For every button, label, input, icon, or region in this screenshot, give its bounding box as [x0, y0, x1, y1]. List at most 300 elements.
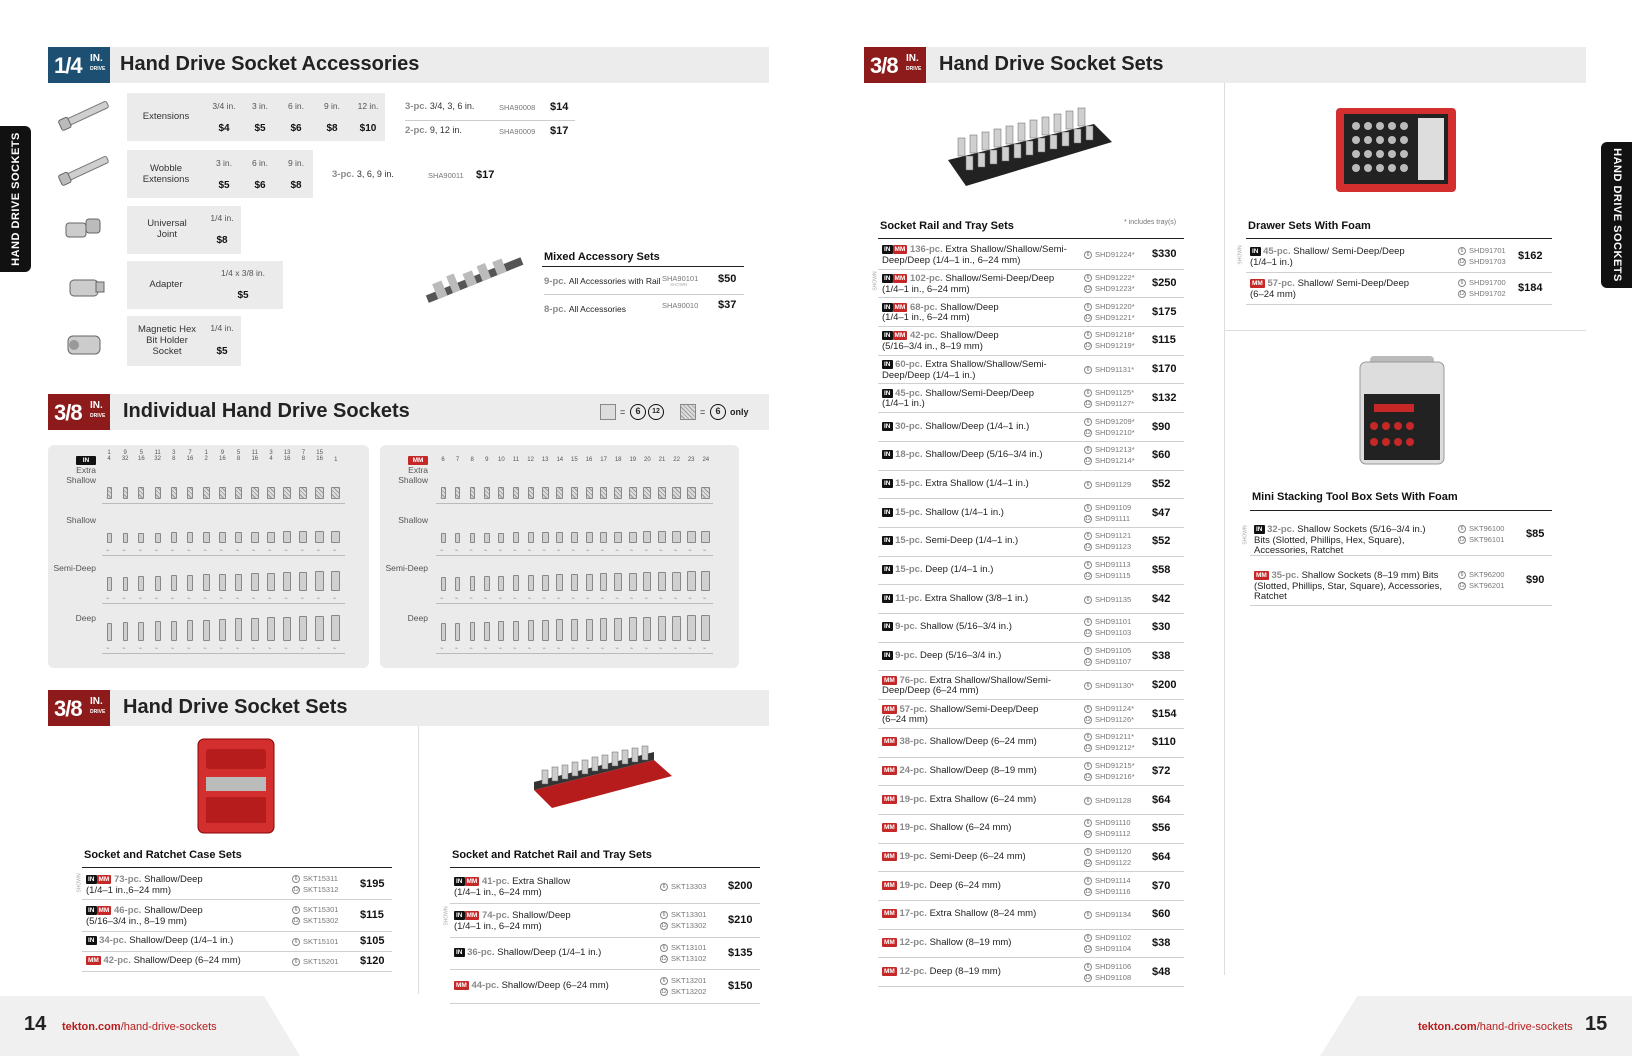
socket-icon: [614, 532, 622, 543]
in-tag: IN: [884, 566, 891, 574]
socket-icon: [123, 622, 128, 641]
size-cell: 6 in.: [251, 158, 269, 168]
socket-code: ⌁: [300, 646, 305, 652]
sku-text: SHD91222*: [1095, 273, 1135, 283]
socket-icon: [672, 616, 681, 641]
sku-text: SKT15302: [303, 916, 339, 925]
set-row: [878, 327, 1184, 356]
desc-line: Shallow/Semi-Deep/Deep: [929, 703, 1039, 715]
column-divider: [418, 726, 419, 994]
price: $90: [1526, 574, 1545, 586]
desc: [544, 276, 660, 287]
accessories-header: [48, 47, 769, 83]
socket-code: ⌁: [702, 596, 707, 602]
price: $52: [1152, 477, 1171, 490]
hex-6pt-icon: 6: [1084, 647, 1092, 655]
sku-text: SHD91112: [1095, 829, 1131, 839]
pcs: 34-pc.: [99, 935, 127, 947]
pcs: 41-pc.: [481, 876, 510, 888]
socket-code: ⌁: [483, 548, 488, 554]
socket-icon: [614, 618, 622, 641]
in-tag: IN: [88, 876, 95, 883]
adapter-image: [60, 268, 118, 306]
in-tag: IN: [884, 594, 891, 602]
wobble-box: [127, 150, 313, 198]
desc-line: Shallow (5/16–3/4 in.): [919, 621, 1012, 633]
socket-icon: [171, 621, 177, 641]
socket-code: ⌁: [498, 496, 503, 502]
socket-code: ⌁: [513, 548, 517, 554]
socket-icon: [672, 531, 681, 543]
size-label: 16: [585, 457, 593, 463]
socket-code: ⌁: [483, 496, 488, 502]
pcs: 19-pc.: [899, 879, 927, 891]
sku-12pt: [1084, 743, 1135, 752]
sku-text: SHD91104: [1095, 944, 1132, 954]
sku-12pt: [1084, 887, 1131, 896]
sku-12pt: [1458, 289, 1506, 298]
legend-6: 6: [630, 404, 646, 420]
socket-icon: [571, 619, 578, 641]
price: $195: [360, 878, 385, 890]
pcs: 2-pc.: [405, 125, 428, 136]
size-label: 7: [455, 457, 460, 463]
sku-text: SHD91120: [1095, 847, 1132, 857]
hex-12pt-icon: 12: [1085, 716, 1091, 723]
mini-toolbox-image: [1354, 354, 1450, 470]
row-description: [882, 594, 1078, 605]
hex-6pt-icon: 6: [1084, 251, 1092, 259]
page-url[interactable]: [62, 1021, 217, 1033]
mm-tag: MM: [884, 738, 895, 746]
socket-icon: [235, 574, 242, 591]
price: $175: [1152, 305, 1177, 318]
row-description: [882, 360, 1078, 381]
pcs: 45-pc.: [895, 387, 923, 399]
socket-code: ⌁: [542, 646, 546, 652]
socket-code: ⌁: [154, 548, 159, 554]
row-divider: [436, 503, 713, 504]
socket-code: ⌁: [702, 646, 707, 652]
hex-6pt-icon: 6: [1458, 279, 1466, 287]
socket-code: ⌁: [268, 646, 272, 652]
size-cell: 1/4 x 3/8 in.: [221, 268, 265, 278]
hatched-swatch: [680, 404, 696, 420]
desc-line: Ratchet: [1254, 591, 1287, 603]
socket-code: ⌁: [106, 646, 110, 652]
pcs: 19-pc.: [899, 851, 927, 863]
sku-6pt: [1084, 933, 1131, 942]
in-tag: IN: [456, 912, 463, 919]
socket-icon: [542, 532, 549, 543]
set-row: [878, 413, 1184, 442]
socket-code: ⌁: [332, 596, 337, 602]
mm-tag: MM: [88, 957, 99, 964]
socket-icon: [107, 577, 112, 591]
sku-text: SHD91135: [1095, 594, 1132, 604]
pcs: 136-pc.: [909, 244, 943, 256]
universal-box: [127, 206, 241, 254]
price: $42: [1152, 592, 1171, 605]
sku-text: SHD91103: [1095, 628, 1132, 638]
pcs: 57-pc.: [1267, 278, 1295, 290]
socket-icon: [171, 532, 177, 543]
in-tag: IN: [884, 623, 891, 631]
individual-header: [48, 394, 769, 430]
hex-12pt-icon: 12: [1085, 860, 1091, 867]
desc-line: Extra Shallow/Shallow/Semi-: [945, 244, 1067, 256]
pcs: 36-pc.: [467, 947, 495, 959]
in-tag: IN: [88, 937, 95, 944]
sku-text: SKT13301: [671, 910, 707, 919]
socket-code: ⌁: [644, 646, 649, 652]
sku-text: SHD91131*: [1095, 365, 1135, 375]
sku-text: SHD91125*: [1095, 387, 1135, 397]
desc-line: Deep (6–24 mm): [929, 879, 1001, 891]
socket-code: ⌁: [251, 646, 256, 652]
socket-code: ⌁: [483, 646, 488, 652]
row-description: [882, 508, 1078, 519]
hex-12pt-icon: 12: [661, 989, 667, 996]
desc-line: (1/4–1 in.,6–24 mm): [86, 884, 172, 896]
row-description: [882, 245, 1078, 266]
desc-line: (1/4–1 in.): [1250, 256, 1293, 268]
url-domain[interactable]: tekton.com: [62, 1021, 121, 1033]
socket-rail-tray-image: [944, 98, 1116, 200]
socket-code: ⌁: [440, 596, 444, 602]
size-label: 3 4: [269, 450, 273, 462]
rail-tray-image: [530, 742, 676, 818]
sku-12pt: [292, 885, 338, 894]
socket-icon: [571, 532, 578, 543]
hex-12pt-icon: 12: [1085, 515, 1091, 522]
sku-text: SKT13302: [671, 921, 707, 930]
shown-label: SHOWN: [76, 873, 83, 893]
pcs: 30-pc.: [895, 420, 923, 432]
sku-text: SHD91108: [1095, 972, 1132, 982]
size-cell: 3 in.: [215, 158, 233, 168]
size-label: 12: [527, 457, 534, 463]
price: $105: [360, 935, 385, 947]
set-row: [878, 930, 1184, 959]
sku: SHA90008: [499, 103, 536, 112]
mm-tag: MM: [466, 878, 478, 885]
hex-12pt-icon: 12: [1085, 286, 1091, 293]
sku-text: SKT13201: [671, 976, 707, 985]
size-label: 9: [485, 457, 489, 463]
mm-tag: MM: [884, 939, 895, 947]
socket-code: ⌁: [644, 548, 649, 554]
mm-tag: MM: [1256, 572, 1267, 579]
desc-line: Shallow/Deep (8–19 mm): [929, 764, 1037, 776]
row-description: [454, 948, 654, 959]
size-label: 24: [702, 457, 710, 463]
drive-badge: [48, 394, 110, 430]
drive-sub: DRIVE: [90, 413, 106, 419]
pcs: 8-pc.: [544, 304, 567, 315]
set-row: [1250, 514, 1552, 556]
set-row: [878, 442, 1184, 471]
socket-code: ⌁: [615, 496, 619, 502]
socket-icon: [643, 617, 651, 641]
sku-text: SKT96101: [1469, 535, 1505, 544]
socket-code: ⌁: [203, 646, 207, 652]
hex-12pt-icon: 12: [1085, 888, 1091, 895]
sku-6pt: [1084, 250, 1135, 259]
size-label: 18: [614, 457, 622, 463]
hex-12pt-icon: 12: [1085, 630, 1091, 637]
row-label: Semi-Deep: [385, 563, 428, 573]
price: $110: [1152, 736, 1176, 749]
row-description: [1254, 571, 1454, 603]
sku-6pt: [1084, 302, 1135, 311]
mm-tag: MM: [98, 876, 110, 883]
desc-line: Extra Shallow: [512, 876, 571, 888]
wobble-extension-image: [56, 151, 114, 189]
row-divider: [436, 603, 713, 604]
mm-tag: MM: [1252, 280, 1263, 287]
row-description: [882, 651, 1078, 662]
socket-code: ⌁: [332, 496, 337, 502]
socket-icon: [235, 532, 242, 543]
socket-code: ⌁: [219, 496, 224, 502]
set-row: [878, 844, 1184, 873]
socket-code: ⌁: [688, 646, 692, 652]
socket-code: ⌁: [332, 646, 337, 652]
sku-text: SHD91129: [1095, 479, 1132, 489]
socket-icon: [513, 532, 519, 543]
row-label: Extra Shallow: [398, 465, 428, 485]
socket-icon: [600, 618, 607, 641]
legend-6-only: 6: [710, 404, 726, 420]
sku-text: SKT15301: [303, 905, 339, 914]
desc-line: Extra Shallow/Shallow/Semi-: [925, 359, 1047, 371]
desc-line: Shallow/ Semi-Deep/Deep: [1293, 246, 1405, 258]
desc-line: Shallow/Deep: [144, 874, 203, 886]
hex-6pt-icon: 6: [660, 911, 668, 919]
size-label: 5 16: [138, 450, 145, 462]
sku-12pt: [1084, 715, 1134, 724]
sku-12pt: [1084, 514, 1130, 523]
pcs: 19-pc.: [899, 822, 927, 834]
price: $30: [1152, 621, 1171, 634]
socket-code: ⌁: [122, 596, 126, 602]
red-case-image: [196, 737, 276, 835]
socket-code: ⌁: [629, 596, 634, 602]
sae-sockets-panel: [48, 445, 369, 668]
rail-tray-rule: [878, 238, 1184, 239]
row-label: Extra Shallow: [66, 465, 96, 485]
sku-6pt: [1084, 503, 1131, 512]
size-label: 13 16: [283, 450, 291, 462]
socket-icon: [315, 531, 324, 543]
pcs: 102-pc.: [909, 273, 943, 285]
drawer-title: Drawer Sets With Foam: [1248, 220, 1371, 232]
socket-code: ⌁: [219, 548, 224, 554]
right-sets-header: [864, 47, 1586, 83]
desc-line: Shallow/Deep (6–24 mm): [501, 980, 609, 992]
pcs: 60-pc.: [895, 359, 923, 371]
sku-6pt: [1084, 962, 1131, 971]
sku-6pt: [1084, 681, 1134, 690]
sku-6pt: [1084, 560, 1131, 569]
hex-12pt-icon: 12: [1459, 583, 1465, 590]
size-label: 6: [441, 457, 445, 463]
hex-12pt-icon: 12: [1085, 659, 1091, 666]
mixed-row: [544, 271, 744, 295]
desc-line: Shallow/Deep (6–24 mm): [133, 955, 241, 967]
socket-icon: [235, 618, 242, 641]
desc-line: Shallow/Deep (1/4–1 in.): [497, 947, 602, 959]
hex-6pt-icon: 6: [1084, 733, 1092, 741]
socket-icon: [203, 532, 210, 543]
set-row: [878, 385, 1184, 414]
socket-code: ⌁: [440, 496, 444, 502]
sku-6pt: [1458, 570, 1504, 579]
hex-12pt-icon: 12: [1085, 400, 1091, 407]
desc-line: Shallow/Semi-Deep/Deep: [945, 273, 1055, 285]
pcs: 45-pc.: [1263, 246, 1291, 258]
row-description: [882, 766, 1078, 777]
socket-icon: [571, 574, 578, 591]
socket-code: ⌁: [586, 548, 590, 554]
hex-6pt-icon: 6: [292, 938, 300, 946]
sku-12pt: [1084, 341, 1135, 350]
pcs: 12-pc.: [899, 965, 927, 977]
hex-6pt-icon: 6: [1084, 389, 1092, 397]
size-cell: 3 in.: [251, 101, 269, 111]
sku-text: SHD91130*: [1095, 680, 1135, 690]
size-cell: 9 in.: [323, 101, 341, 111]
desc-line: Shallow (6–24 mm): [929, 822, 1012, 834]
side-tab-left: [0, 126, 31, 272]
magnetic-box: [127, 316, 241, 366]
sku-text: SHD91219*: [1095, 341, 1135, 351]
pcs: 24-pc.: [899, 764, 927, 776]
desc-line: Shallow/Deep (5/16–3/4 in.): [925, 449, 1043, 461]
socket-code: ⌁: [659, 646, 663, 652]
size-label: 11 16: [251, 450, 259, 462]
hex-12pt-icon: 12: [661, 956, 667, 963]
socket-code: ⌁: [284, 646, 288, 652]
hex-12pt-icon: 12: [661, 923, 667, 930]
socket-icon: [556, 574, 563, 591]
hex-6pt-icon: 6: [292, 875, 300, 883]
in-tag: IN: [884, 361, 891, 369]
size-label: 3 8: [172, 450, 176, 462]
price: $330: [1152, 248, 1177, 261]
socket-icon: [441, 533, 446, 543]
row-description: [454, 911, 654, 932]
sku-text: SHD91701: [1469, 246, 1506, 255]
hex-12pt-icon: 12: [1459, 291, 1465, 298]
url-path[interactable]: /hand-drive-sockets: [1476, 1021, 1573, 1033]
mm-tag: MM: [884, 824, 895, 832]
sku-text: SHD91109: [1095, 502, 1132, 512]
mm-tag: MM: [884, 881, 895, 889]
pcs: 42-pc.: [103, 955, 131, 967]
hex-6pt-icon: 6: [1458, 247, 1466, 255]
sku-6pt: [660, 943, 706, 952]
socket-code: ⌁: [688, 548, 692, 554]
socket-code: ⌁: [702, 548, 707, 554]
sku-text: SKT96201: [1469, 581, 1505, 590]
socket-code: ⌁: [542, 496, 546, 502]
socket-code: ⌁: [284, 496, 288, 502]
set-row: [450, 970, 760, 1004]
hex-6pt-icon: 6: [1084, 274, 1092, 282]
socket-icon: [441, 577, 446, 591]
socket-icon: [586, 532, 593, 543]
page-url[interactable]: [1418, 1021, 1573, 1033]
drive-size: 3/8: [54, 696, 82, 721]
desc-line: Shallow/Deep: [940, 301, 999, 313]
page-number: 14: [24, 1013, 47, 1035]
extension-set-row: [405, 101, 575, 121]
socket-code: ⌁: [268, 548, 272, 554]
desc-line: Shallow/Deep (1/4–1 in.): [925, 420, 1030, 432]
socket-icon: [586, 619, 593, 641]
socket-icon: [441, 623, 446, 641]
sku-12pt: [660, 987, 706, 996]
accessory-rail-image: [420, 248, 530, 314]
desc-line: (6–24 mm): [882, 714, 928, 726]
sku-text: SHD91122: [1095, 858, 1132, 868]
in-tag: IN: [884, 246, 891, 254]
sku-12pt: [1084, 571, 1131, 580]
hex-12pt-icon: 12: [1085, 745, 1091, 752]
socket-icon: [470, 576, 475, 591]
url-domain[interactable]: tekton.com: [1418, 1021, 1477, 1033]
sku-6pt: [1084, 617, 1131, 626]
section-title: Individual Hand Drive Sockets: [123, 400, 410, 422]
url-path[interactable]: /hand-drive-sockets: [120, 1021, 217, 1033]
row-description: [882, 909, 1078, 920]
hex-12pt-icon: 12: [1459, 259, 1465, 266]
price: $150: [728, 980, 753, 992]
drive-size: 3/8: [870, 53, 898, 78]
socket-icon: [614, 573, 622, 591]
desc-line: Bits (Slotted, Phillips, Hex, Square),: [1254, 534, 1405, 546]
desc-line: Deep/Deep (1/4–1 in., 6–24 mm): [882, 254, 1021, 266]
row-description: [454, 981, 654, 992]
price: $38: [1152, 937, 1171, 950]
universal-joint-image: [60, 211, 118, 249]
sku: SHA90101: [662, 274, 699, 283]
sku-6pt: [1084, 330, 1135, 339]
sku-text: SHD91106: [1095, 961, 1132, 971]
price: $56: [1152, 822, 1171, 835]
shown-label: SHOWN: [1242, 525, 1249, 545]
tray-note: * includes tray(s): [1124, 219, 1177, 226]
socket-code: ⌁: [673, 646, 678, 652]
hex-12pt-icon: 12: [1085, 831, 1091, 838]
set-row: [878, 901, 1184, 930]
set-row: [878, 241, 1184, 270]
set-row: [1250, 556, 1552, 606]
size-cell: 3/4 in.: [212, 101, 236, 111]
socket-icon: [155, 576, 161, 591]
socket-icon: [219, 532, 226, 543]
set-row: [878, 729, 1184, 758]
desc-line: Shallow (8–19 mm): [929, 937, 1012, 949]
set-row: [1246, 273, 1552, 305]
pcs: 9-pc.: [895, 650, 918, 662]
page-number: 15: [1585, 1013, 1608, 1035]
sku-text: SKT96200: [1469, 570, 1505, 579]
desc-line: (Slotted, Phillips, Star, Square), Accessories,: [1254, 580, 1442, 592]
sku-text: SHD91216*: [1095, 771, 1135, 781]
